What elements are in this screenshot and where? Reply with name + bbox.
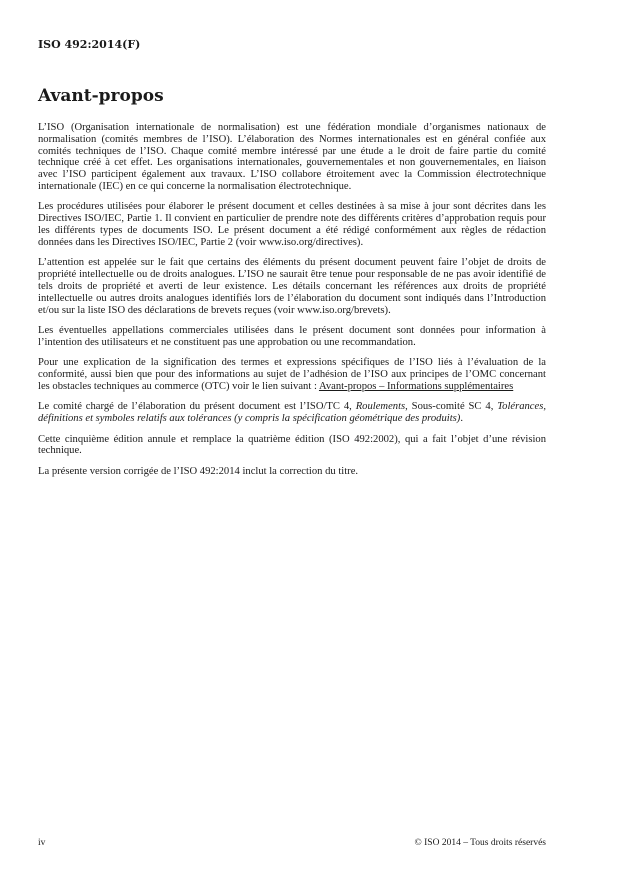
- page-number: iv: [38, 838, 46, 848]
- committee-name: Roulements: [355, 401, 406, 413]
- subcommittee-name: Tolérances, définitions et symboles relatifs aux tolérances (y compris la spécification géométrique des produits): [38, 401, 546, 425]
- paragraph-iso-intro: L’ISO (Organisation internationale de normalisation) est une fédération mondiale d’organismes nationaux de normalisation (comités membres de l’ISO). L’élaboration des Normes internationales est en général confiée aux comités techniques de l’ISO. Chaque comité membre intéressé par une étude a le droit de faire partie du comité technique créé à cet effet. Les organisations internationales, gouvernementales et non gouvernementales, en liaison avec l’ISO participent également aux travaux. L’ISO collabore étroitement avec la Commission électrotechnique internationale (IEC) en ce qui concerne la normalisation électrotechnique.: [38, 122, 546, 192]
- committee-text-end: .: [460, 413, 463, 425]
- conformity-text: Pour une explication de la signification des termes et expressions spécifiques de l’ISO liés à l’évaluation de la conformité, aussi bien que pour des informations au sujet de l’adhésion de l’ISO aux principes de l’OMC concernant les obstacles techniques au commerce (OTC) voir le lien suivant :: [38, 357, 546, 392]
- supplementary-info-link[interactable]: Avant-propos – Informations supplémentaires: [318, 380, 514, 392]
- paragraph-patent-rights: L’attention est appelée sur le fait que certains des éléments du présent document peuvent faire l’objet de droits de propriété intellectuelle ou de droits analogues. L’ISO ne saurait être tenue pour responsable de ne pas avoir identifié de tels droits de propriété et averti de leur existence. Les détails concernant les références aux droits de propriété intellectuelle ou autres droits analogues identifiés lors de l’élaboration du document sont indiqués dans l’Introduction et/ou sur la liste ISO des déclarations de brevets reçues (voir www.iso.org/brevets).: [38, 257, 546, 316]
- copyright-notice: © ISO 2014 – Tous droits réservés: [414, 838, 546, 848]
- paragraph-committee: [38, 401, 546, 425]
- paragraph-edition: Cette cinquième édition annule et remplace la quatrième édition (ISO 492:2002), qui a fait l’objet d’une révision technique.: [38, 433, 546, 457]
- committee-text-start: Le comité chargé de l’élaboration du présent document est l’ISO/TC 4,: [38, 401, 356, 413]
- committee-text-mid: , Sous-comité SC 4,: [405, 401, 498, 413]
- document-body: [38, 122, 546, 486]
- document-header-code: ISO 492:2014(F): [38, 38, 141, 51]
- page-title: Avant-propos: [38, 86, 164, 106]
- paragraph-conformity: [38, 357, 546, 392]
- paragraph-corrected-version: La présente version corrigée de l’ISO 492:2014 inclut la correction du titre.: [38, 465, 359, 477]
- paragraph-trade-names: Les éventuelles appellations commerciales utilisées dans le présent document sont données pour information à l’intention des utilisateurs et ne constituent pas une approbation ou une recommandation.: [38, 325, 546, 348]
- paragraph-procedures: Les procédures utilisées pour élaborer le présent document et celles destinées à sa mise à jour sont décrites dans les Directives ISO/IEC, Partie 1. Il convient en particulier de prendre note des différents critères d’approbation requis pour les différents types de documents ISO. Le présent document a été rédigé conformément aux règles de rédaction données dans les Directives ISO/IEC, Partie 2 (voir www.iso.org/directives).: [38, 201, 546, 248]
